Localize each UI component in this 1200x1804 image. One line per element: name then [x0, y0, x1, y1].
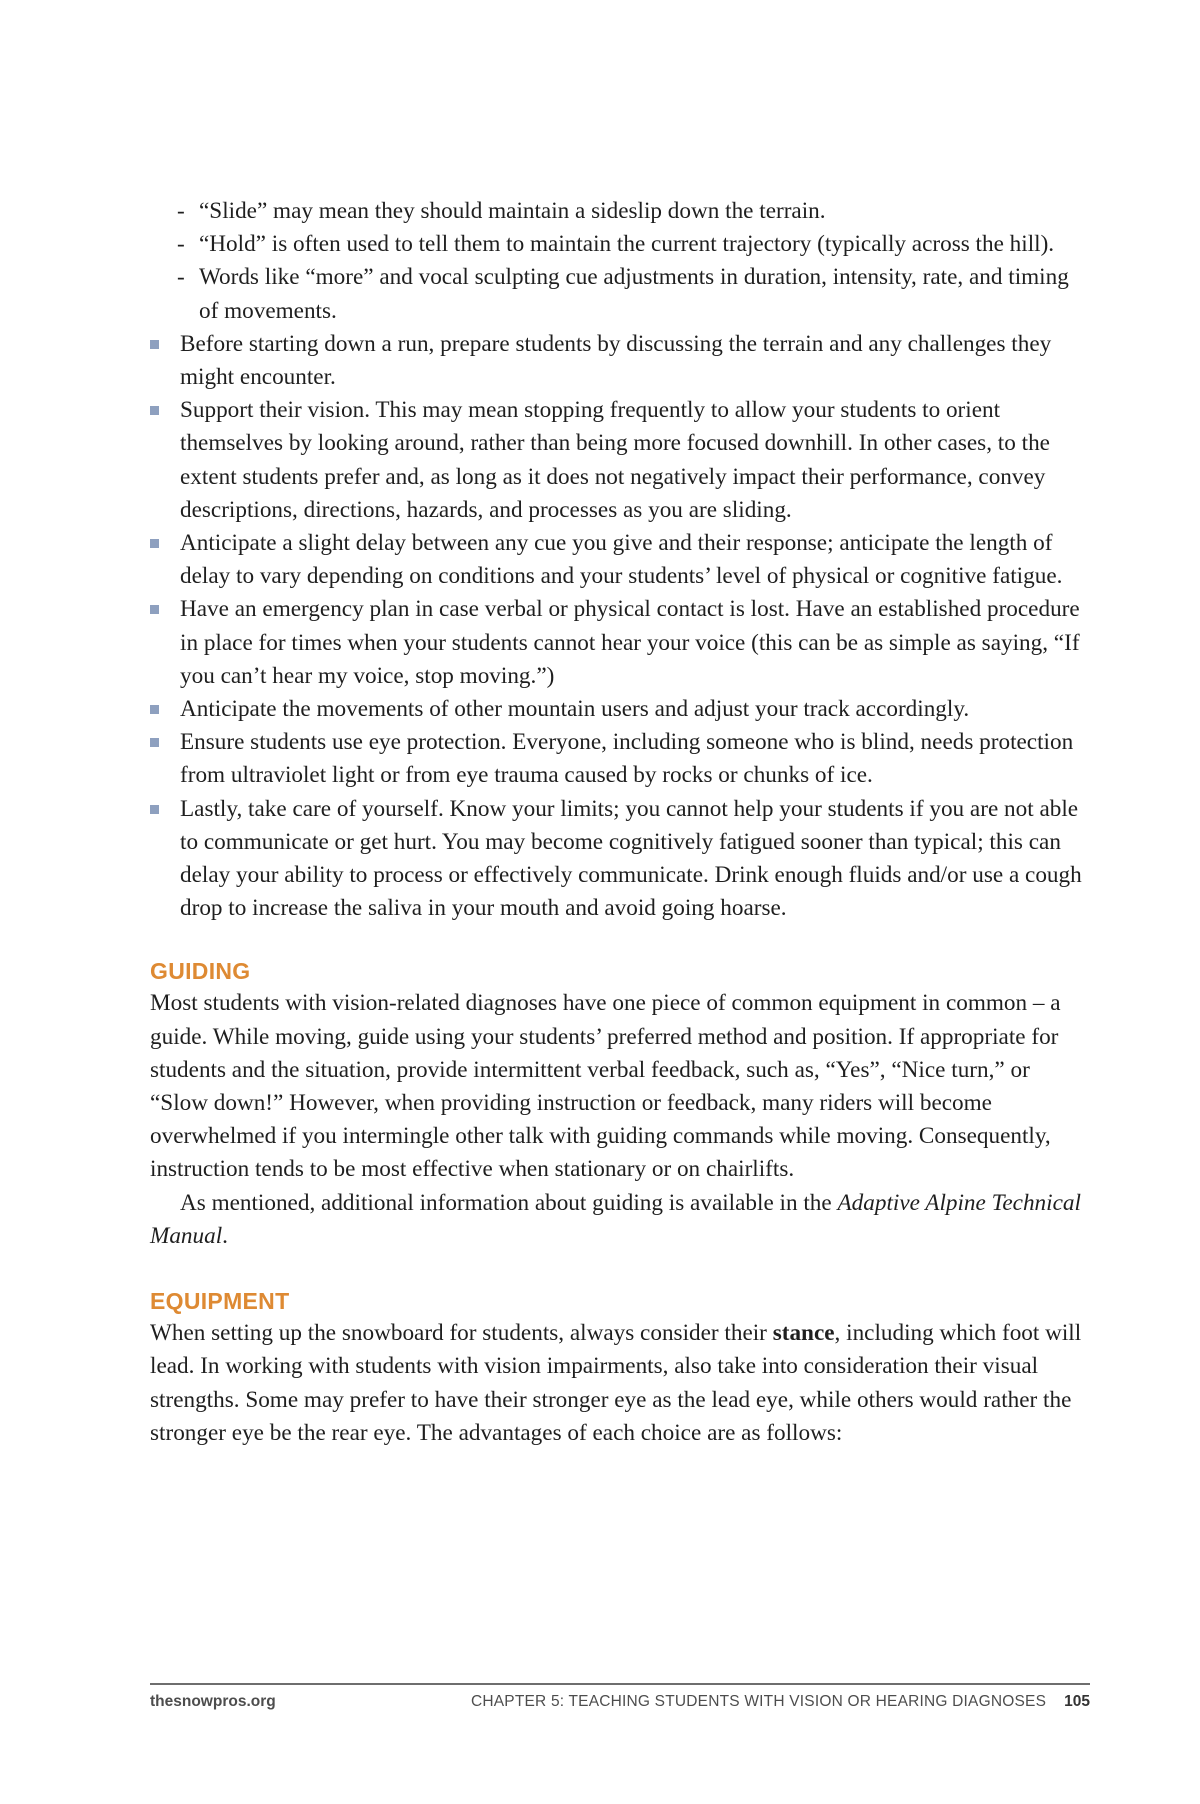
bullet-text: Have an emergency plan in case verbal or physical contact is lost. Have an established procedure in place for times when your students cannot hear your voice (this can be as simple as saying, “If you can’t hear my voice, stop moving.”) — [180, 596, 1080, 689]
bullet-item — [150, 527, 1090, 593]
footer-right — [471, 1693, 1090, 1711]
dash-item — [150, 261, 1090, 327]
dash-item-text: “Slide” may mean they should maintain a sideslip down the terrain. — [199, 198, 826, 224]
dash-item — [150, 195, 1090, 228]
guiding-p2-end: . — [222, 1222, 228, 1249]
bullet-item — [150, 593, 1090, 693]
manual-title: Adaptive Alpine Technical Manual — [150, 1189, 1081, 1249]
bullet-list — [150, 328, 1090, 926]
bullet-text: Anticipate a slight delay between any cue you give and their response; anticipate the length of delay to vary depending on conditions and your students’ level of physical or cognitive fatigue. — [180, 530, 1063, 590]
dash-item-text: “Hold” is often used to tell them to maintain the current trajectory (typically across the hill). — [199, 231, 1055, 258]
dash-item — [150, 228, 1090, 261]
guiding-heading: GUIDING — [150, 958, 251, 985]
dash-marker: - — [177, 231, 185, 258]
square-bullet-icon — [150, 539, 159, 548]
bullet-item — [150, 394, 1090, 527]
square-bullet-icon — [150, 605, 159, 614]
bullet-text: Support their vision. This may mean stopping frequently to allow your students to orient themselves by looking around, rather than being more focused downhill. In other cases, to the extent students prefer and, as long as it does not negatively impact their performance, convey descriptions, directions, hazards, and processes as you are sliding. — [180, 397, 1050, 523]
footer-chapter: CHAPTER 5: TEACHING STUDENTS WITH VISION OR HEARING DIAGNOSES — [470, 1693, 1047, 1710]
square-bullet-icon — [150, 738, 159, 747]
equipment-heading: EQUIPMENT — [150, 1288, 290, 1315]
dash-marker: - — [177, 198, 185, 224]
bullet-item — [150, 793, 1090, 926]
page-footer — [150, 1693, 1090, 1717]
bullet-text: Before starting down a run, prepare students by discussing the terrain and any challenges they might encounter. — [180, 330, 1052, 391]
equipment-text-end: , including which foot will lead. In working with students with vision impairments, also take into consideration their visual strengths. Some may prefer to have their stronger eye as the lead eye, while others would rather the stronger eye be the rear eye. The advantages of each choice are as follows: — [150, 1320, 1082, 1446]
dash-item-text: Words like “more” and vocal sculpting cue adjustments in duration, intensity, rate, and timing of movements. — [199, 264, 1069, 324]
square-bullet-icon — [150, 340, 159, 349]
bullet-item — [150, 726, 1090, 792]
equipment-paragraph — [150, 1317, 1090, 1450]
stance-term: stance — [772, 1320, 835, 1347]
square-bullet-icon — [150, 406, 159, 415]
guiding-paragraph-2 — [150, 1187, 1090, 1253]
footer-site: thesnowpros.org — [150, 1693, 276, 1710]
bullet-item — [150, 328, 1090, 394]
page-number: 105 — [1064, 1693, 1090, 1710]
main-content — [150, 195, 1090, 1450]
bullet-text: Lastly, take care of yourself. Know your limits; you cannot help your students if you are not able to communicate or get hurt. You may become cognitively fatigued sooner than typical; this can delay your ability to process or effectively communicate. Drink enough fluids and/or use a cough drop to increase the saliva in your mouth and avoid going hoarse. — [180, 795, 1082, 922]
bullet-text: Anticipate the movements of other mountain users and adjust your track accordingly. — [180, 696, 970, 723]
guiding-paragraph: Most students with vision-related diagnoses have one piece of common equipment in common – a guide. While moving, guide using your students’ preferred method and position. If appropriate for students and the situation, provide intermittent verbal feedback, such as, “Yes”, “Nice turn,” or “Slow down!” However, when providing instruction or feedback, many riders will become overwhelmed if you intermingle other talk with guiding commands while moving. Consequently, instruction tends to be most effective when stationary or on chairlifts. — [150, 990, 1061, 1183]
square-bullet-icon — [150, 805, 159, 814]
footer-divider — [150, 1683, 1090, 1685]
dash-list — [150, 195, 1090, 328]
bullet-item — [150, 693, 1090, 726]
dash-marker: - — [177, 264, 185, 291]
square-bullet-icon — [150, 705, 159, 714]
guiding-p2-text: As mentioned, additional information about guiding is available in the — [180, 1189, 838, 1216]
bullet-text: Ensure students use eye protection. Everyone, including someone who is blind, needs protection from ultraviolet light or from eye trauma caused by rocks or chunks of ice. — [180, 729, 1074, 789]
equipment-text-start: When setting up the snowboard for students, always consider their — [150, 1320, 773, 1347]
